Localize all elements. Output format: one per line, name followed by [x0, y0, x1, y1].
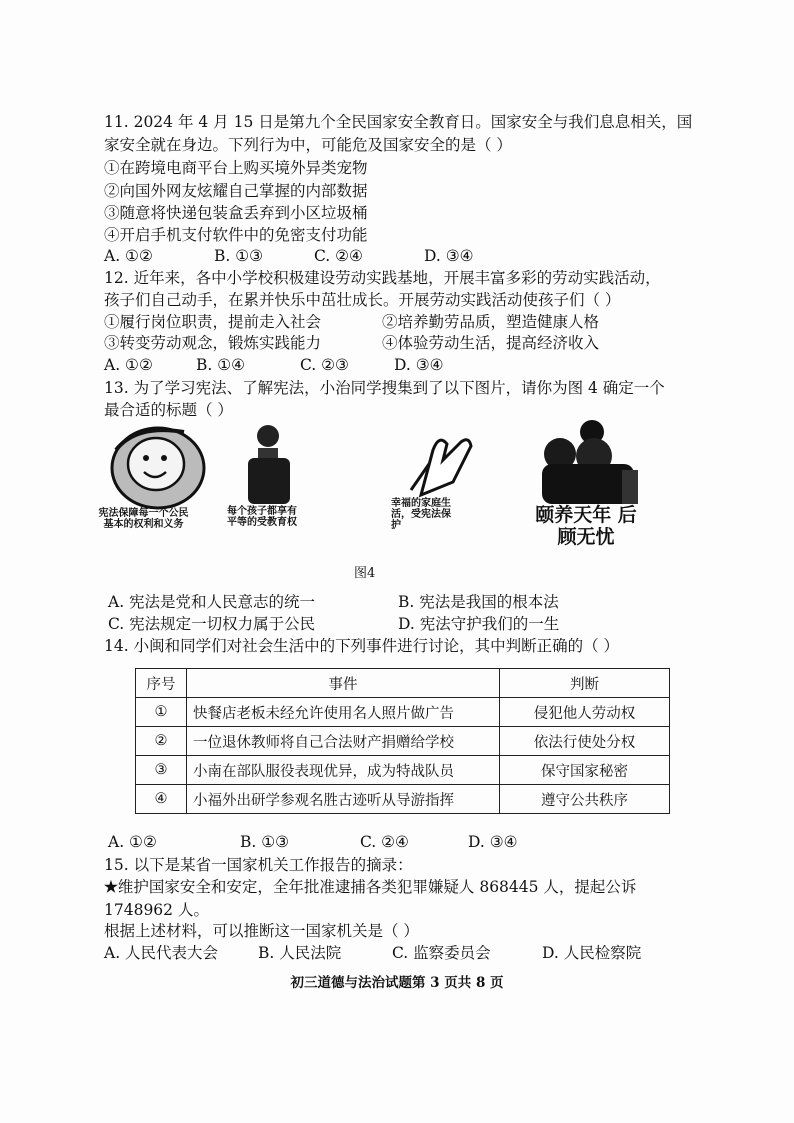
q15-stem-line3: 1748962 人。: [104, 901, 209, 919]
picture-1: [96, 420, 216, 560]
row-4-number: ④: [136, 785, 187, 814]
q12-option-c[interactable]: C. ②③: [300, 356, 349, 374]
q13-option-b[interactable]: B. 宪法是我国的根本法: [398, 593, 559, 611]
table-row: [136, 698, 670, 727]
elderly-icon: [522, 420, 652, 506]
picture-4: [522, 420, 652, 570]
q12-stem-line2: 孩子们自己动手，在累并快乐中茁壮成长。开展劳动实践活动使孩子们（ ）: [104, 291, 621, 309]
q14-stem-line1: 14. 小闽和同学们对社会生活中的下列事件进行讨论，其中判断正确的（ ）: [104, 637, 620, 655]
q11-item-1: ①在跨境电商平台上购买境外异类宠物: [104, 159, 368, 177]
q13-stem-line2: 最合适的标题（ ）: [104, 401, 233, 419]
q11-option-a[interactable]: A. ①②: [104, 247, 153, 265]
table-row: [136, 756, 670, 785]
q12-option-a[interactable]: A. ①②: [104, 356, 153, 374]
row-2-number: ②: [136, 727, 187, 756]
q15-option-b[interactable]: B. 人民法院: [258, 944, 342, 962]
q14-option-c[interactable]: C. ②④: [360, 833, 409, 851]
figure-label: 图4: [354, 566, 376, 581]
header-number: 序号: [136, 669, 187, 698]
q15-options: [104, 943, 664, 963]
q13-option-d[interactable]: D. 宪法守护我们的一生: [398, 615, 560, 633]
q11-item-3: ③随意将快递包装盒丢弃到小区垃圾桶: [104, 204, 368, 222]
picture-3: [391, 420, 491, 560]
q14-option-d[interactable]: D. ③④: [468, 833, 518, 851]
q11-item-2: ②向国外网友炫耀自己掌握的内部数据: [104, 182, 368, 200]
picture-1-caption: 宪法保障每一个公民基本的权利和义务: [98, 508, 189, 530]
child-icon: [226, 420, 311, 510]
hands-icon: [391, 420, 491, 500]
row-1-number: ①: [136, 698, 187, 727]
q12-item-2: ②培养勤劳品质，塑造健康人格: [382, 313, 600, 331]
picture-4-caption: 颐养天年 后顾无忧: [535, 504, 637, 548]
q15-option-a[interactable]: A. 人民代表大会: [104, 944, 219, 962]
picture-2-caption: 每个孩子都享有平等的受教育权: [227, 506, 297, 528]
row-3-judgment: 保守国家秘密: [500, 756, 670, 785]
q13-option-c[interactable]: C. 宪法规定一切权力属于公民: [108, 615, 316, 633]
q14-option-a[interactable]: A. ①②: [108, 833, 157, 851]
q14-option-b[interactable]: B. ①③: [240, 833, 290, 851]
q15-option-c[interactable]: C. 监察委员会: [392, 944, 491, 962]
q11-item-4: ④开启手机支付软件中的免密支付功能: [104, 226, 368, 244]
q12-options: [104, 355, 604, 375]
q13-stem-line1: 13. 为了学习宪法、了解宪法，小治同学搜集到了以下图片，请你为图 4 确定一个: [104, 379, 665, 397]
q11-option-d[interactable]: D. ③④: [424, 247, 474, 265]
figure-4: [96, 420, 656, 570]
row-3-number: ③: [136, 756, 187, 785]
q11-options: [104, 246, 604, 266]
q15-stem-line2: [104, 877, 636, 897]
row-1-event: 快餐店老板未经允许使用名人照片做广告: [187, 698, 500, 727]
q15-stem-line1: 15. 以下是某省一国家机关工作报告的摘录：: [104, 856, 413, 874]
table-header-row: [136, 669, 670, 698]
q12-item-1: ①履行岗位职责，提前走入社会: [104, 313, 322, 331]
baby-icon: [96, 420, 216, 512]
q11-stem-line1: 11. 2024 年 4 月 15 日是第九个全民国家安全教育日。国家安全与我们息息相关，国: [104, 113, 693, 131]
page-footer: 初三道德与法治试题第 3 页共 8 页: [290, 975, 504, 991]
star-icon: ★: [104, 877, 118, 896]
picture-2: [226, 420, 311, 560]
table-row: [136, 727, 670, 756]
q15-option-d[interactable]: D. 人民检察院: [542, 944, 642, 962]
row-2-event: 一位退休教师将自己合法财产捐赠给学校: [187, 727, 500, 756]
q15-stem-line4: 根据上述材料，可以推断这一国家机关是（ ）: [104, 922, 419, 940]
q15-excerpt: 维护国家安全和安定，全年批准逮捕各类犯罪嫌疑人 868445 人，提起公诉: [117, 878, 637, 896]
q11-option-c[interactable]: C. ②④: [314, 247, 363, 265]
row-4-event: 小福外出研学参观名胜古迹听从导游指挥: [187, 785, 500, 814]
q11-stem-line2: 家安全就在身边。下列行为中，可能危及国家安全的是（ ）: [104, 136, 512, 154]
table-row: [136, 785, 670, 814]
q13-option-a[interactable]: A. 宪法是党和人民意志的统一: [108, 593, 316, 611]
header-event: 事件: [187, 669, 500, 698]
q12-stem-line1: 12. 近年来，各中小学校积极建设劳动实践基地，开展丰富多彩的劳动实践活动，: [104, 269, 661, 287]
picture-3-caption: 幸福的家庭生活，受宪法保护: [391, 498, 451, 531]
row-2-judgment: 依法行使处分权: [500, 727, 670, 756]
row-1-judgment: 侵犯他人劳动权: [500, 698, 670, 727]
q14-options: [108, 832, 608, 852]
q12-option-d[interactable]: D. ③④: [394, 356, 444, 374]
q12-item-3: ③转变劳动观念，锻炼实践能力: [104, 334, 322, 352]
events-table: [135, 668, 670, 814]
q12-item-4: ④体验劳动生活，提高经济收入: [382, 334, 600, 352]
q11-option-b[interactable]: B. ①③: [214, 247, 264, 265]
header-judgment: 判断: [500, 669, 670, 698]
row-3-event: 小南在部队服役表现优异，成为特战队员: [187, 756, 500, 785]
row-4-judgment: 遵守公共秩序: [500, 785, 670, 814]
q12-option-b[interactable]: B. ①④: [196, 356, 246, 374]
